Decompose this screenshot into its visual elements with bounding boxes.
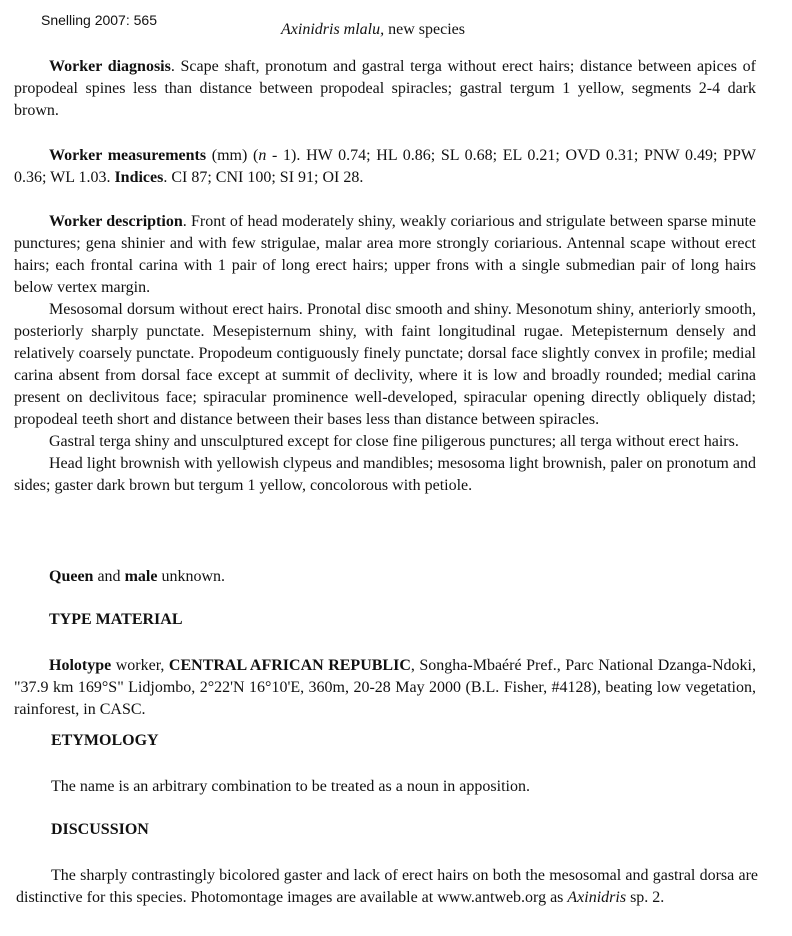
etymology-heading: ETYMOLOGY [51, 732, 159, 749]
description-color: Head light brownish with yellowish clypeus and mandibles; mesosoma light brownish, paler on pronotum and sides; gaster dark brown but tergum 1 yellow, concolorous with petiole. [14, 455, 756, 494]
description-head: . Front of head moderately shiny, weakly coriarious and strigulate between sparse minute punctures; gena shinier and with few strigulae, malar area more strongly coriarious. Antennal scape without erect hairs; each frontal carina with 1 pair of long erect hairs; upper frons with a single submedian pair of long hairs below vertex margin. [14, 213, 756, 296]
discussion-genus: Axinidris [567, 889, 627, 906]
measurements-label: Worker measurements [49, 147, 207, 164]
measurements-unit: (mm) ( [206, 147, 259, 164]
holotype-country: CENTRAL AFRICAN REPUBLIC [168, 657, 411, 674]
queen-male-rest: unknown. [157, 568, 225, 585]
holotype-details: , Songha-Mbaéré Pref., Parc National Dzanga-Ndoki, "37.9 km 169°S" Lidjombo, 2°22'N 16°10'E, 360m, 20-28 May 2000 (B.L. Fisher, #4128), beating low vegetation, rainforest, in CASC. [14, 657, 756, 718]
holotype-label: Holotype [49, 657, 112, 674]
etymology [16, 776, 758, 798]
description-gaster: Gastral terga shiny and unsculptured except for close fine piligerous punctures; all terga without erect hairs. [49, 433, 739, 450]
holotype-caste: worker, [111, 657, 169, 674]
type-material-heading: TYPE MATERIAL [49, 611, 183, 628]
discussion-end: sp. 2. [626, 889, 665, 906]
measurements-n: n [258, 147, 267, 164]
page-citation: Snelling 2007: 565 [41, 12, 157, 28]
queen-male-note [14, 566, 756, 588]
worker-diagnosis [14, 56, 756, 122]
diagnosis-label: Worker diagnosis [49, 58, 171, 75]
species-title [0, 21, 746, 39]
discussion-heading: DISCUSSION [51, 821, 149, 838]
worker-description [14, 211, 756, 497]
description-label: Worker description [49, 213, 183, 230]
queen-label: Queen [49, 568, 94, 585]
description-mesosoma: Mesosomal dorsum without erect hairs. Pronotal disc smooth and shiny. Mesonotum shiny, anteriorly smooth, posteriorly sharply punctate. Mesepisternum shiny, with faint longitudinal rugae. Metepisternum densely and relatively coarsely punctate. Propodeum contiguously finely punctate; dorsal face slightly convex in profile; medial carina absent from dorsal face except at summit of declivity, where it is low and broadly rounded; medial carina present on declivitous face; spiracular prominence well-developed, spiracular opening directly obliquely distad; propodeal teeth short and distance between their bases less than distance between spiracles. [14, 301, 756, 428]
etymology-text: The name is an arbitrary combination to be treated as a noun in apposition. [51, 778, 530, 795]
male-label: male [124, 568, 158, 585]
worker-measurements [14, 145, 756, 189]
discussion [16, 865, 758, 909]
queen-male-and: and [93, 568, 125, 585]
indices-label: Indices [114, 169, 164, 186]
species-status: new species [384, 21, 465, 38]
measurements-values: - 1). HW 0.74; HL 0.86; SL 0.68; EL 0.21; OVD 0.31; PNW 0.49; PPW 0.36; WL 1.03. [14, 147, 756, 186]
species-name: Axinidris mlalu, [281, 21, 385, 38]
indices-values: . CI 87; CNI 100; SI 91; OI 28. [163, 169, 364, 186]
diagnosis-text: . Scape shaft, pronotum and gastral terga without erect hairs; distance between apices of propodeal spines less than distance between propodeal spiracles; gastral tergum 1 yellow, segments 2-4 dark brown. [14, 58, 756, 119]
discussion-text: The sharply contrastingly bicolored gaster and lack of erect hairs on both the mesosomal and gastral dorsa are distinctive for this species. Photomontage images are available at www.antweb.org as [16, 867, 758, 906]
type-material [14, 655, 756, 721]
